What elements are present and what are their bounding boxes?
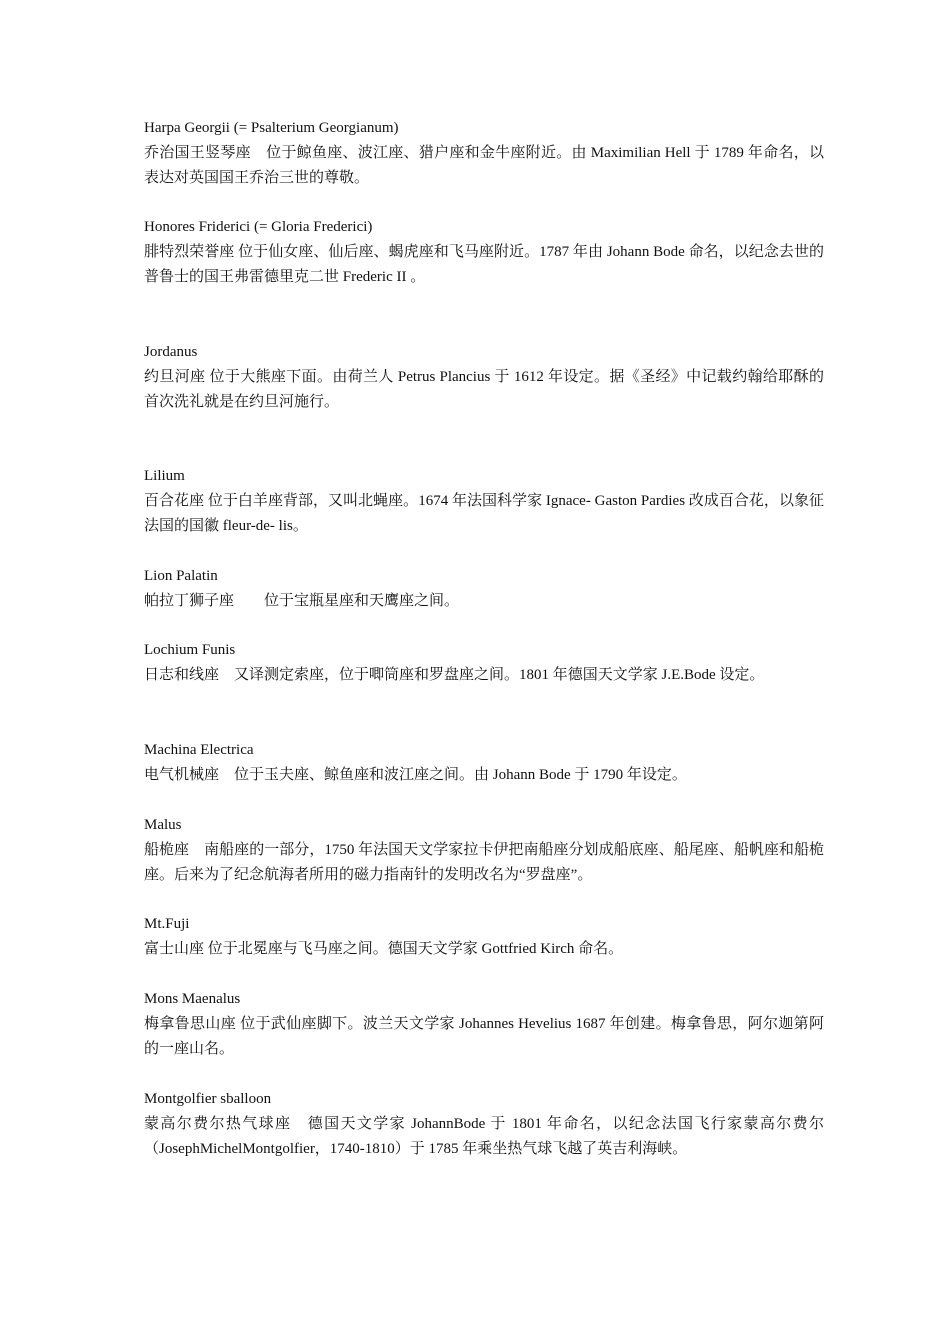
entry-jordanus [144, 340, 824, 415]
entry-description: 腓特烈荣誉座 位于仙女座、仙后座、蝎虎座和飞马座附近。1787 年由 Johann Bode 命名，以纪念去世的普鲁士的国王弗雷德里克二世 Frederic II 。 [144, 244, 824, 285]
entry-title: Machina Electrica [144, 742, 254, 758]
entry-title: Lochium Funis [144, 642, 236, 658]
entry-description: 梅拿鲁思山座 位于武仙座脚下。波兰天文学家 Johannes Hevelius 1687 年创建。梅拿鲁思，阿尔迦第阿的一座山名。 [144, 1016, 824, 1057]
entry-description: 富士山座 位于北冕座与飞马座之间。德国天文学家 Gottfried Kirch 命名。 [144, 941, 624, 957]
entry-description: 日志和线座 又译测定索座，位于唧筒座和罗盘座之间。1801 年德国天文学家 J.E.Bode 设定。 [144, 667, 765, 683]
entry-mons-maenalus [144, 987, 824, 1062]
entry-description: 帕拉丁狮子座 位于宝瓶星座和天鹰座之间。 [144, 593, 460, 609]
entry-harpa-georgii [144, 116, 824, 191]
entry-honores-friderici [144, 215, 824, 290]
entry-title: Lion Palatin [144, 568, 218, 584]
entry-title: Lilium [144, 468, 185, 484]
entry-title: Mons Maenalus [144, 991, 241, 1007]
entry-description: 乔治国王竖琴座 位于鲸鱼座、波江座、猎户座和金牛座附近。由 Maximilian Hell 于 1789 年命名，以表达对英国国王乔治三世的尊敬。 [144, 145, 824, 186]
entry-description: 电气机械座 位于玉夫座、鲸鱼座和波江座之间。由 Johann Bode 于 1790 年设定。 [144, 767, 687, 783]
entry-title: Montgolfier sballoon [144, 1091, 272, 1107]
entry-description: 百合花座 位于白羊座背部，又叫北蝇座。1674 年法国科学家 Ignace- Gaston Pardies 改成百合花，以象征法国的国徽 fleur-de- lis。 [144, 493, 824, 534]
entry-description: 蒙高尔费尔热气球座 德国天文学家 JohannBode 于 1801 年命名，以纪念法国飞行家蒙高尔费尔（JosephMichelMontgolfier，1740-1810）于 1785 年乘坐热气球飞越了英吉利海峡。 [144, 1116, 824, 1157]
entry-title: Mt.Fuji [144, 916, 190, 932]
entry-montgolfier-balloon [144, 1087, 824, 1162]
entry-lilium [144, 464, 824, 539]
entry-description: 船桅座 南船座的一部分，1750 年法国天文学家拉卡伊把南船座分划成船底座、船尾座、船帆座和船桅座。后来为了纪念航海者所用的磁力指南针的发明改名为“罗盘座”。 [144, 842, 824, 883]
entry-description: 约旦河座 位于大熊座下面。由荷兰人 Petrus Plancius 于 1612 年设定。据《圣经》中记载约翰给耶酥的首次洗礼就是在约旦河施行。 [144, 369, 824, 410]
entry-title: Jordanus [144, 344, 198, 360]
entry-mt-fuji [144, 912, 824, 962]
entry-malus [144, 813, 824, 888]
entry-title: Malus [144, 817, 182, 833]
entry-lion-palatin [144, 564, 824, 614]
entry-title: Honores Friderici (= Gloria Frederici) [144, 219, 373, 235]
entry-title: Harpa Georgii (= Psalterium Georgianum) [144, 120, 399, 136]
entry-lochium-funis [144, 638, 824, 688]
entry-machina-electrica [144, 738, 824, 788]
